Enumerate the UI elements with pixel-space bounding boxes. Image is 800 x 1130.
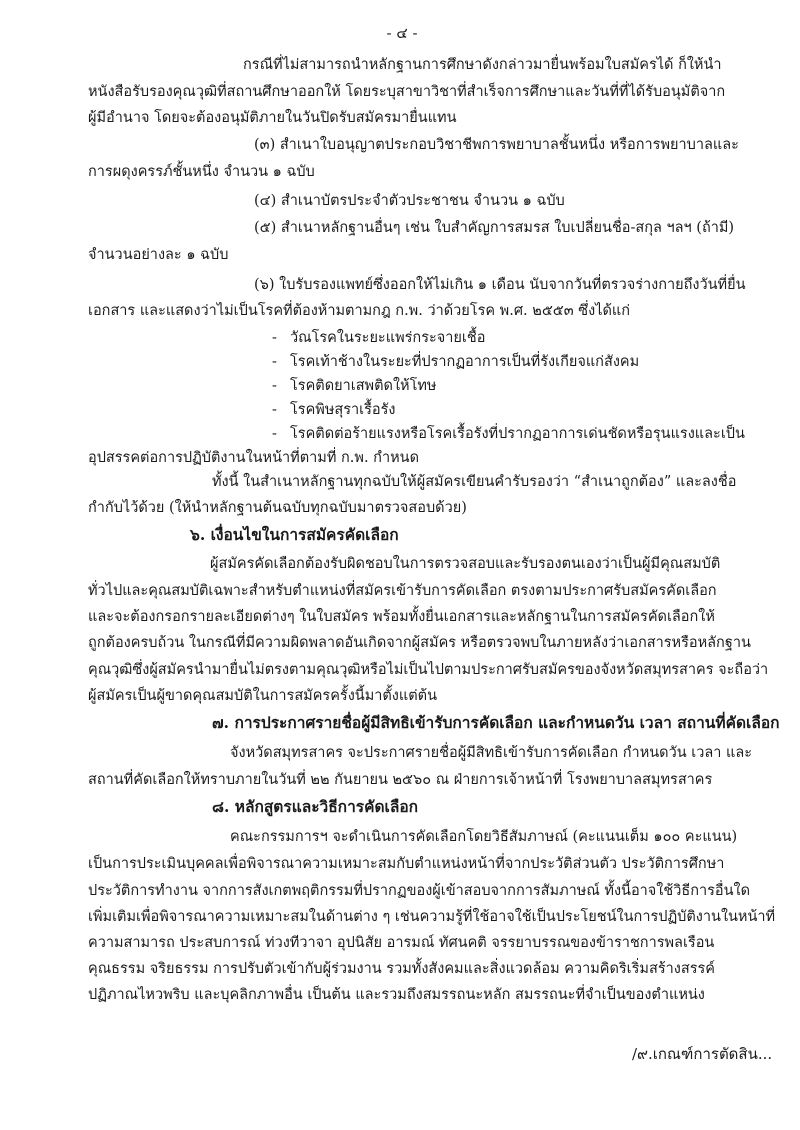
- section7-line: จังหวัดสมุทรสาคร จะประกาศรายชื่อผู้มีสิทธิเข้ารับการคัดเลือก กำหนดวัน เวลา และ: [230, 745, 753, 761]
- disease-item: [272, 423, 745, 445]
- disease-continuation: อุปสรรคต่อการปฏิบัติงานในหน้าที่ตามที่ ก.พ. กำหนด: [88, 450, 419, 466]
- item3-line-2: การผดุงครรภ์ชั้นหนึ่ง จำนวน ๑ ฉบับ: [88, 164, 315, 180]
- section8-line: ประวัติการทำงาน จากการสังเกตพฤติกรรมที่ปรากฏของผู้เข้าสอบจากการสัมภาษณ์ ทั้งนี้อาจใช้วิธีการอื่นใด: [88, 883, 751, 899]
- certify-line-1: ทั้งนี้ ในสำเนาหลักฐานทุกฉบับให้ผู้สมัครเขียนคำรับรองว่า “สำเนาถูกต้อง” และลงชื่อ: [212, 474, 737, 490]
- item5-line-1: (๕) สำเนาหลักฐานอื่นๆ เช่น ใบสำคัญการสมรส ใบเปลี่ยนชื่อ-สกุล ฯลฯ (ถ้ามี): [254, 220, 735, 236]
- item4-line: (๔) สำเนาบัตรประจำตัวประชาชน จำนวน ๑ ฉบับ: [254, 193, 565, 209]
- para1-line-1: กรณีที่ไม่สามารถนำหลักฐานการศึกษาดังกล่าวมายื่นพร้อมใบสมัครได้ ก็ให้นำ: [243, 57, 722, 73]
- section8-line: เพิ่มเติมเพื่อพิจารณาความเหมาะสมในด้านต่าง ๆ เช่นความรู้ที่ใช้อาจใช้เป็นประโยชน์ในการปฏิบัติงานในหน้าที่: [88, 909, 776, 925]
- section6-heading: ๖. เงื่อนไขในการสมัครคัดเลือก: [190, 525, 399, 544]
- disease-label: โรคติดยาเสพติดให้โทษ: [290, 378, 437, 394]
- section8-line: ความสามารถ ประสบการณ์ ท่วงทีวาจา อุปนิสัย อารมณ์ ทัศนคติ จรรยาบรรณของข้าราชการพลเรือน: [88, 935, 715, 951]
- section8-line: คุณธรรม จริยธรรม การปรับตัวเข้ากับผู้ร่วมงาน รวมทั้งสังคมและสิ่งแวดล้อม ความคิดริเริ่มสร้างสรรค์: [88, 961, 715, 977]
- section7-line: สถานที่คัดเลือกให้ทราบภายในวันที่ ๒๒ กันยายน ๒๕๖๐ ณ ฝ่ายการเจ้าหน้าที่ โรงพยาบาลสมุทรสาคร: [88, 772, 713, 788]
- next-page-reference: /๙.เกณฑ์การตัดสิน...: [632, 1045, 773, 1063]
- disease-label: โรคเท้าช้างในระยะที่ปรากฏอาการเป็นที่รังเกียจแก่สังคม: [290, 354, 640, 370]
- dash-bullet: -: [272, 330, 277, 346]
- section8-line: คณะกรรมการฯ จะดำเนินการคัดเลือกโดยวิธีสัมภาษณ์ (คะแนนเต็ม ๑๐๐ คะแนน): [230, 829, 738, 845]
- section8-heading: ๘. หลักสูตรและวิธีการคัดเลือก: [212, 797, 419, 816]
- para1-line-2: หนังสือรับรองคุณวุฒิที่สถานศึกษาออกให้ โดยระบุสาขาวิชาที่สำเร็จการศึกษาและวันที่ที่ได้รับอนุมัติจาก: [88, 84, 726, 100]
- para1-line-3: ผู้มีอำนาจ โดยจะต้องอนุมัติภายในวันปิดรับสมัครมายื่นแทน: [88, 110, 457, 126]
- item5-line-2: จำนวนอย่างละ ๑ ฉบับ: [88, 247, 229, 263]
- item6-line-2: เอกสาร และแสดงว่าไม่เป็นโรคที่ต้องห้ามตามกฎ ก.พ. ว่าด้วยโรค พ.ศ. ๒๕๕๓ ซึ่งได้แก่: [88, 303, 631, 319]
- disease-label: โรคพิษสุราเรื้อรัง: [290, 402, 396, 418]
- page-number: - ๔ -: [386, 24, 418, 42]
- section8-line: เป็นการประเมินบุคคลเพื่อพิจารณาความเหมาะสมกับตำแหน่งหน้าที่จากประวัติส่วนตัว ประวัติการศึกษา: [88, 856, 725, 872]
- certify-line-2: กำกับไว้ด้วย (ให้นำหลักฐานต้นฉบับทุกฉบับมาตรวจสอบด้วย): [88, 500, 467, 516]
- disease-item: [272, 327, 485, 349]
- section6-line: คุณวุฒิซึ่งผู้สมัครนำมายื่นไม่ตรงตามคุณวุฒิหรือไม่เป็นไปตามประกาศรับสมัครของจังหวัดสมุทรสาคร จะถือว่า: [88, 662, 769, 678]
- disease-item: [272, 399, 396, 421]
- dash-bullet: -: [272, 378, 277, 394]
- item3-line-1: (๓) สำเนาใบอนุญาตประกอบวิชาชีพการพยาบาลชั้นหนึ่ง หรือการพยาบาลและ: [254, 137, 739, 153]
- section6-line: และจะต้องกรอกรายละเอียดต่างๆ ในใบสมัคร พร้อมทั้งยื่นเอกสารและหลักฐานในการสมัครคัดเลือกให้: [88, 609, 715, 625]
- section6-line: ทั่วไปและคุณสมบัติเฉพาะสำหรับตำแหน่งที่สมัครเข้ารับการคัดเลือก ตรงตามประกาศรับสมัครคัดเลือก: [88, 583, 717, 599]
- section7-heading: ๗. การประกาศรายชื่อผู้มีสิทธิเข้ารับการคัดเลือก และกำหนดวัน เวลา สถานที่คัดเลือก: [212, 713, 780, 732]
- section6-line: ผู้สมัครเป็นผู้ขาดคุณสมบัติในการสมัครครั้งนี้มาตั้งแต่ต้น: [88, 688, 437, 704]
- disease-label: วัณโรคในระยะแพร่กระจายเชื้อ: [290, 330, 486, 346]
- section6-line: ผู้สมัครคัดเลือกต้องรับผิดชอบในการตรวจสอบและรับรองตนเองว่าเป็นผู้มีคุณสมบัติ: [210, 556, 721, 572]
- disease-label: โรคติดต่อร้ายแรงหรือโรคเรื้อรังที่ปรากฏอาการเด่นชัดหรือรุนแรงและเป็น: [290, 426, 745, 442]
- section6-line: ถูกต้องครบถ้วน ในกรณีที่มีความผิดพลาดอันเกิดจากผู้สมัคร หรือตรวจพบในภายหลังว่าเอกสารหรือหลักฐาน: [88, 635, 751, 651]
- disease-item: [272, 375, 437, 397]
- dash-bullet: -: [272, 426, 277, 442]
- section8-line: ปฏิภาณไหวพริบ และบุคลิกภาพอื่น เป็นต้น และรวมถึงสมรรถนะหลัก สมรรถนะที่จำเป็นของตำแหน่ง: [88, 987, 705, 1003]
- dash-bullet: -: [272, 354, 277, 370]
- dash-bullet: -: [272, 402, 277, 418]
- item6-line-1: (๖) ใบรับรองแพทย์ซึ่งออกให้ไม่เกิน ๑ เดือน นับจากวันที่ตรวจร่างกายถึงวันที่ยื่น: [254, 277, 746, 293]
- disease-item: [272, 351, 639, 373]
